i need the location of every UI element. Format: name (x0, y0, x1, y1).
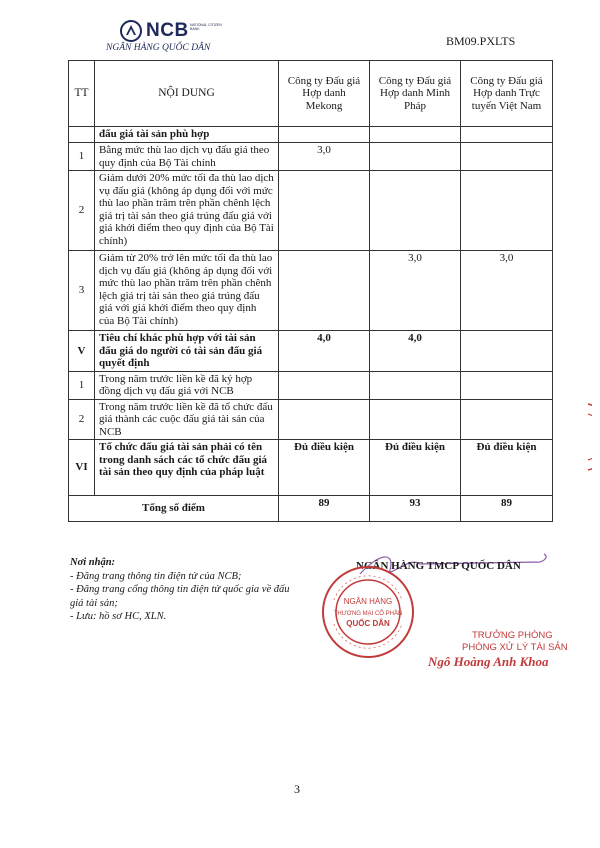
table-row (69, 171, 553, 251)
recipient-item: - Đăng trang thông tin điện tử của NCB; (70, 570, 242, 582)
signer-name: Ngô Hoàng Anh Khoa (428, 654, 549, 669)
row-score-company-3: Đủ điều kiện (461, 440, 553, 496)
row-score-company-2 (370, 171, 461, 251)
table-row (69, 440, 553, 496)
row-content: Tiêu chí khác phù hợp với tài sản đấu giá do người có tài sản đấu giá quyết định (95, 331, 279, 372)
row-score-company-2 (370, 143, 461, 171)
row-content: Trong năm trước liền kề đã ký hợp đồng dịch vụ đấu giá với NCB (95, 371, 279, 399)
row-tt (69, 127, 95, 143)
row-content: Trong năm trước liền kề đã tổ chức đấu giá thành các cuộc đấu giá tài sản của NCB (95, 399, 279, 440)
row-tt: 3 (69, 251, 95, 331)
row-tt: 1 (69, 143, 95, 171)
row-score-company-1: 4,0 (279, 331, 370, 372)
total-company-1: 89 (279, 496, 370, 522)
row-score-company-2: 4,0 (370, 331, 461, 372)
table-row (69, 127, 553, 143)
table-row (69, 331, 553, 372)
svg-text:THƯƠNG MẠI CỔ PHẦN: THƯƠNG MẠI CỔ PHẦN (333, 611, 403, 617)
logo-sub: NATIONAL CITIZEN BANK (190, 23, 222, 31)
row-content: Giảm dưới 20% mức tối đa thù lao dịch vụ đấu giá (không áp dụng đối với mức thù lao phần trăm trên phần chênh lệch giá trị tài sản theo giá trúng đấu giá với giá khởi điểm theo quy định của Bộ Tài chính) (95, 171, 279, 251)
header-content: NỘI DUNG (95, 61, 279, 127)
logo-tagline: NGÂN HÀNG QUỐC DÂN (106, 43, 211, 53)
logo-name: NCB (146, 20, 189, 41)
row-tt: 2 (69, 399, 95, 440)
edge-seal-icon (552, 400, 592, 474)
header-company-1: Công ty Đấu giá Hợp danh Mekong (279, 61, 370, 127)
row-score-company-2 (370, 399, 461, 440)
row-content: Tổ chức đấu giá tài sản phải có tên trong danh sách các tổ chức đấu giá tài sản theo quy định của pháp luật (95, 440, 279, 496)
bank-title: NGÂN HÀNG TMCP QUỐC DÂN (356, 560, 521, 572)
form-code: BM09.PXLTS (446, 34, 516, 48)
row-score-company-2: Đủ điều kiện (370, 440, 461, 496)
total-company-2: 93 (370, 496, 461, 522)
table-row (69, 251, 553, 331)
row-score-company-1 (279, 399, 370, 440)
total-label: Tổng số điểm (69, 496, 279, 522)
row-content: Giảm từ 20% trở lên mức tối đa thù lao dịch vụ đấu giá (không áp dụng đối với mức thù lao phần trăm trên phần chênh lệch giá trị tài sản theo giá trúng đấu giá với giá khởi điểm theo quy định của Bộ Tài chính) (95, 251, 279, 331)
row-score-company-2 (370, 127, 461, 143)
row-score-company-2 (370, 371, 461, 399)
row-score-company-1: Đủ điều kiện (279, 440, 370, 496)
table-row (69, 371, 553, 399)
row-score-company-3 (461, 127, 553, 143)
total-row (69, 496, 553, 522)
row-tt: VI (69, 440, 95, 496)
header-company-3: Công ty Đấu giá Hợp danh Trực tuyến Việt Nam (461, 61, 553, 127)
position-title-1: TRƯỞNG PHÒNG (472, 630, 553, 641)
row-content: đấu giá tài sản phù hợp (95, 127, 279, 143)
row-score-company-3 (461, 171, 553, 251)
recipient-item: - Lưu: hồ sơ HC, XLN. (70, 611, 167, 622)
row-score-company-3 (461, 399, 553, 440)
row-score-company-1 (279, 371, 370, 399)
row-score-company-3 (461, 371, 553, 399)
table-header-row (69, 61, 553, 127)
svg-text:NGÂN HÀNG: NGÂN HÀNG (343, 597, 393, 606)
row-score-company-1 (279, 251, 370, 331)
page-number: 3 (294, 782, 300, 796)
signature-block (300, 548, 568, 688)
row-score-company-3 (461, 143, 553, 171)
row-score-company-1 (279, 127, 370, 143)
row-score-company-3: 3,0 (461, 251, 553, 331)
row-tt: 1 (69, 371, 95, 399)
row-score-company-3 (461, 331, 553, 372)
row-score-company-1: 3,0 (279, 143, 370, 171)
recipients (70, 556, 300, 624)
ncb-logo (106, 20, 226, 58)
evaluation-table (68, 60, 553, 522)
svg-text:QUỐC DÂN: QUỐC DÂN (346, 619, 390, 628)
row-tt: V (69, 331, 95, 372)
table-row (69, 143, 553, 171)
official-seal-icon (320, 564, 416, 660)
header-company-2: Công ty Đấu giá Hợp danh Minh Pháp (370, 61, 461, 127)
row-content: Bằng mức thù lao dịch vụ đấu giá theo quy định của Bộ Tài chính (95, 143, 279, 171)
header-tt: TT (69, 61, 95, 127)
table-row (69, 399, 553, 440)
total-company-3: 89 (461, 496, 553, 522)
position-title-2: PHÒNG XỬ LÝ TÀI SẢN (462, 642, 568, 653)
row-score-company-1 (279, 171, 370, 251)
recipients-title: Nơi nhận: (70, 557, 116, 568)
ncb-logo-icon (120, 20, 142, 42)
row-tt: 2 (69, 171, 95, 251)
recipient-item: - Đăng trang cổng thông tin điện tử quốc gia về đấu giá tài sản; (70, 584, 290, 609)
row-score-company-2: 3,0 (370, 251, 461, 331)
